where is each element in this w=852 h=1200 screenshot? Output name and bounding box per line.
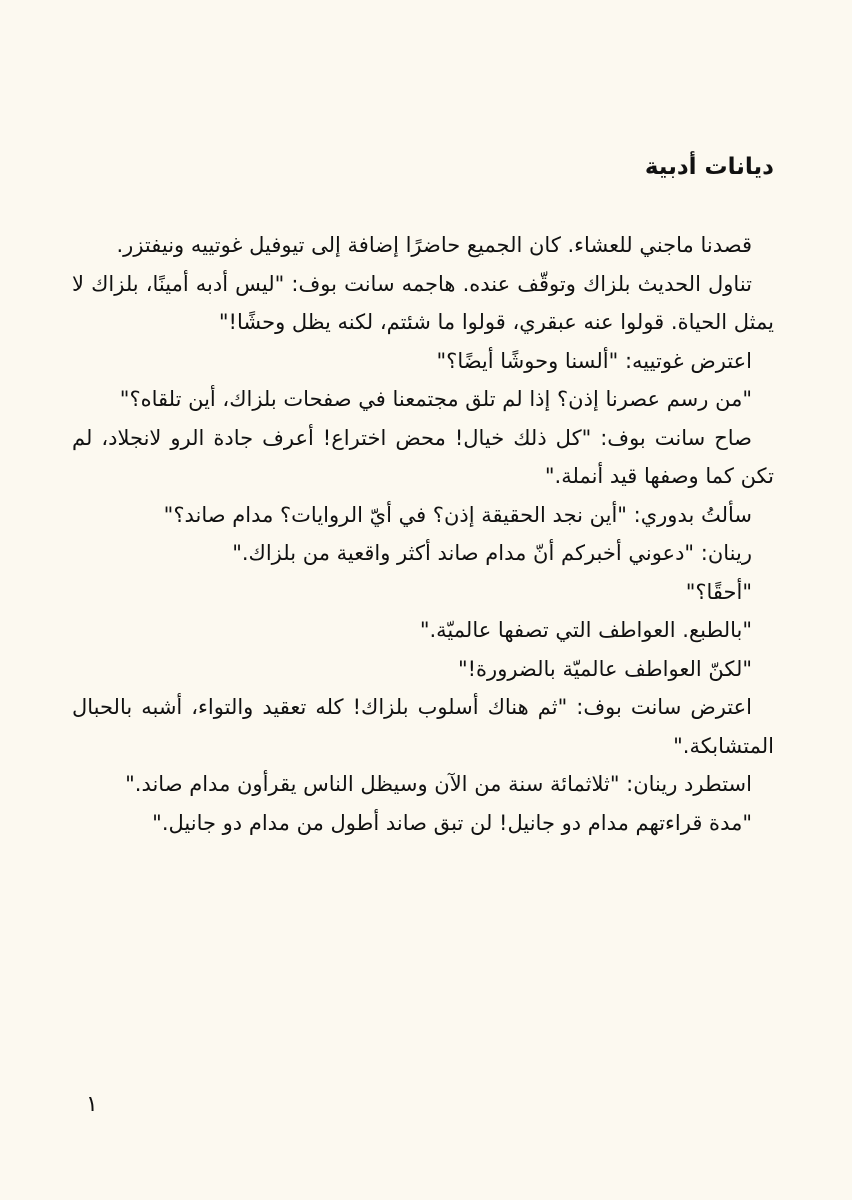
paragraph: "بالطبع. العواطف التي تصفها عالميّة."	[419, 618, 752, 642]
paragraph: اعترض سانت بوف: "ثم هناك أسلوب بلزاك! كله تعقيد والتواء، أشبه بالحبال المتشابكة."	[72, 695, 774, 758]
paragraph: سألتُ بدوري: "أين نجد الحقيقة إذن؟ في أيّ الروايات؟ مدام صاند؟"	[163, 502, 752, 527]
paragraph: "مدة قراءتهم مدام دو جانيل! لن تبق صاند أطول من مدام دو جانيل."	[152, 810, 752, 835]
paragraph: "لكنّ العواطف عالميّة بالضرورة!"	[457, 656, 752, 681]
chapter-body	[72, 226, 774, 842]
paragraph: صاح سانت بوف: "كل ذلك خيال! محض اختراع! أعرف جادة الرو لانجلاد، لم تكن كما وصفها قيد أنملة."	[72, 425, 774, 488]
paragraph: اعترض غوتييه: "ألسنا وحوشًا أيضًا؟"	[436, 348, 752, 373]
paragraph: قصدنا ماجني للعشاء. كان الجميع حاضرًا إضافة إلى تيوفيل غوتييه ونيفتزر.	[116, 233, 752, 257]
chapter-title: ديانات أدبية	[644, 154, 774, 180]
paragraph: "أحقًا؟"	[685, 579, 752, 604]
paragraph: تناول الحديث بلزاك وتوقّف عنده. هاجمه سانت بوف: "ليس أدبه أمينًا، بلزاك لا يمثل الحياة. قولوا عنه عبقري، قولوا ما شئتم، لكنه يظل وحشًا!"	[72, 271, 774, 334]
paragraph: "من رسم عصرنا إذن؟ إذا لم تلق مجتمعنا في صفحات بلزاك، أين تلقاه؟"	[119, 387, 752, 411]
paragraph: استطرد رينان: "ثلاثمائة سنة من الآن وسيظل الناس يقرأون مدام صاند."	[125, 772, 752, 796]
page-number: ١	[86, 1092, 98, 1117]
paragraph: رينان: "دعوني أخبركم أنّ مدام صاند أكثر واقعية من بلزاك."	[232, 541, 752, 565]
